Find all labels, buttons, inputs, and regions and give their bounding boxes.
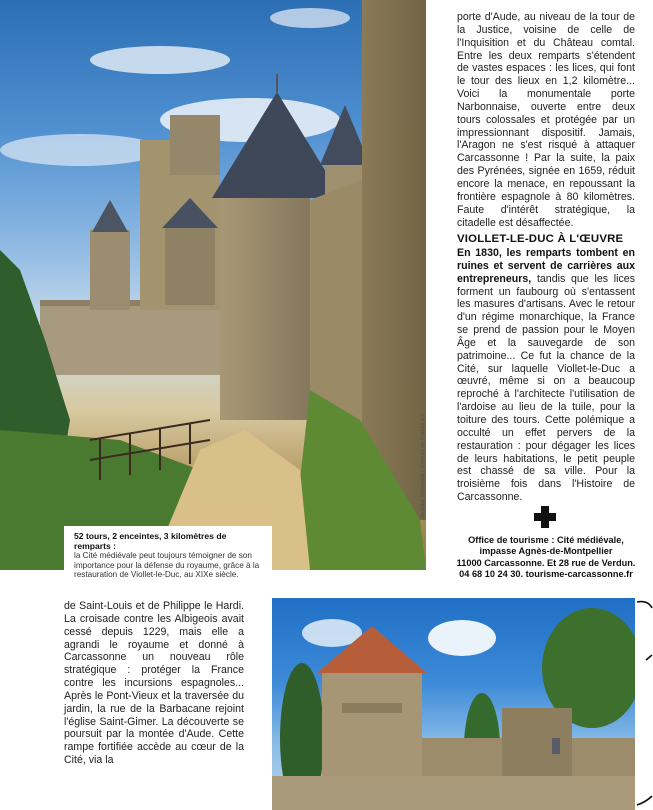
section-heading: VIOLLET-LE-DUC À L'ŒUVRE xyxy=(457,233,624,245)
caption-title: 52 tours, 2 enceintes, 3 kilomètres de remparts : xyxy=(74,531,227,551)
caption-text: la Cité médiévale peut toujours témoigner de son importance pour la défense du royaume, grâce à la restauration de Viollet-le-Duc, au XIXe siècle. xyxy=(74,551,260,580)
photo-caption xyxy=(64,526,272,586)
article-text-top: porte d'Aude, au niveau de la tour de la Justice, voisine de celle de l'Inquisition et du Château comtal. Entre les deux remparts s'étendent de vastes espaces : les lices, qui font le tour des lieux en 1,2 kilomètre... Voici la monumentale porte Narbonnaise, ouverte entre deux tours colossales et protégée par un impressionnant dispositif. Jamais, l'Aragon ne s'est risqué à attaquer Carcassonne ! Par la suite, la paix des Pyrénées, signée en 1659, réduit encore la menace, en repoussant la frontière espagnole à 80 kilomètres. Faute d'intérêt stratégique, la citadelle est désaffectée. xyxy=(457,11,635,229)
office-line-1: Office de tourisme : Cité médiévale, xyxy=(468,535,624,545)
article-text-section xyxy=(457,247,635,504)
section-lead: En 1830, les remparts tombent en ruines et servent de carrières aux entrepreneurs, xyxy=(457,247,635,285)
office-line-2: impasse Agnès-de-Montpellier xyxy=(479,546,613,557)
tourism-office-info xyxy=(452,535,640,581)
office-line-3: 11000 Carcassonne. Et 28 rue de Verdun. xyxy=(456,557,636,568)
page-edge-decoration xyxy=(636,600,653,810)
castle-illustration xyxy=(0,0,426,570)
photo-credit: Jacques Sierpinski / Détours en France x 2 xyxy=(420,413,426,520)
church-illustration xyxy=(272,598,635,810)
castle-photo xyxy=(0,0,426,570)
section-body: tandis que les lices forment un faubourg où s'entassent les masures d'artisans. Avec le retour d'un régime monarchique, la France se prend de passion pour le Moyen Âge et la sauvegarde de son patrimoine... Ce fut la chance de la Cité, sur laquelle Viollet-le-Duc a œuvré, même si on a beaucoup reproché à l'architecte l'utilisation de l'ardoise au lieu de la tuile, pour la toiture des tours. Cette polémique a occulté un effet pervers de la restauration : pour dégager les lices de leurs habitations, le petit peuple est chassé de sa ville. Pour la troisième fois dans l'Histoire de Carcassonne. xyxy=(457,272,635,504)
office-line-4: 04 68 10 24 30. tourisme-carcassonne.fr xyxy=(459,569,633,580)
article-text-bottom: de Saint-Louis et de Philippe le Hardi. La croisade contre les Albigeois avait cessé depuis 1229, mais elle a agrandi le royaume et donné à Carcassonne un nouveau rôle stratégique : protéger la France contre les incursions espagnoles... Après le Pont-Vieux et la traversée du jardin, la rue de la Barbacane rejoint l'église Saint-Gimer. La découverte se poursuit par la montée d'Aude. Cette rampe fortifiée accède au cœur de la Cité, via la xyxy=(64,600,244,767)
church-photo xyxy=(272,598,635,810)
cross-icon xyxy=(534,506,556,528)
